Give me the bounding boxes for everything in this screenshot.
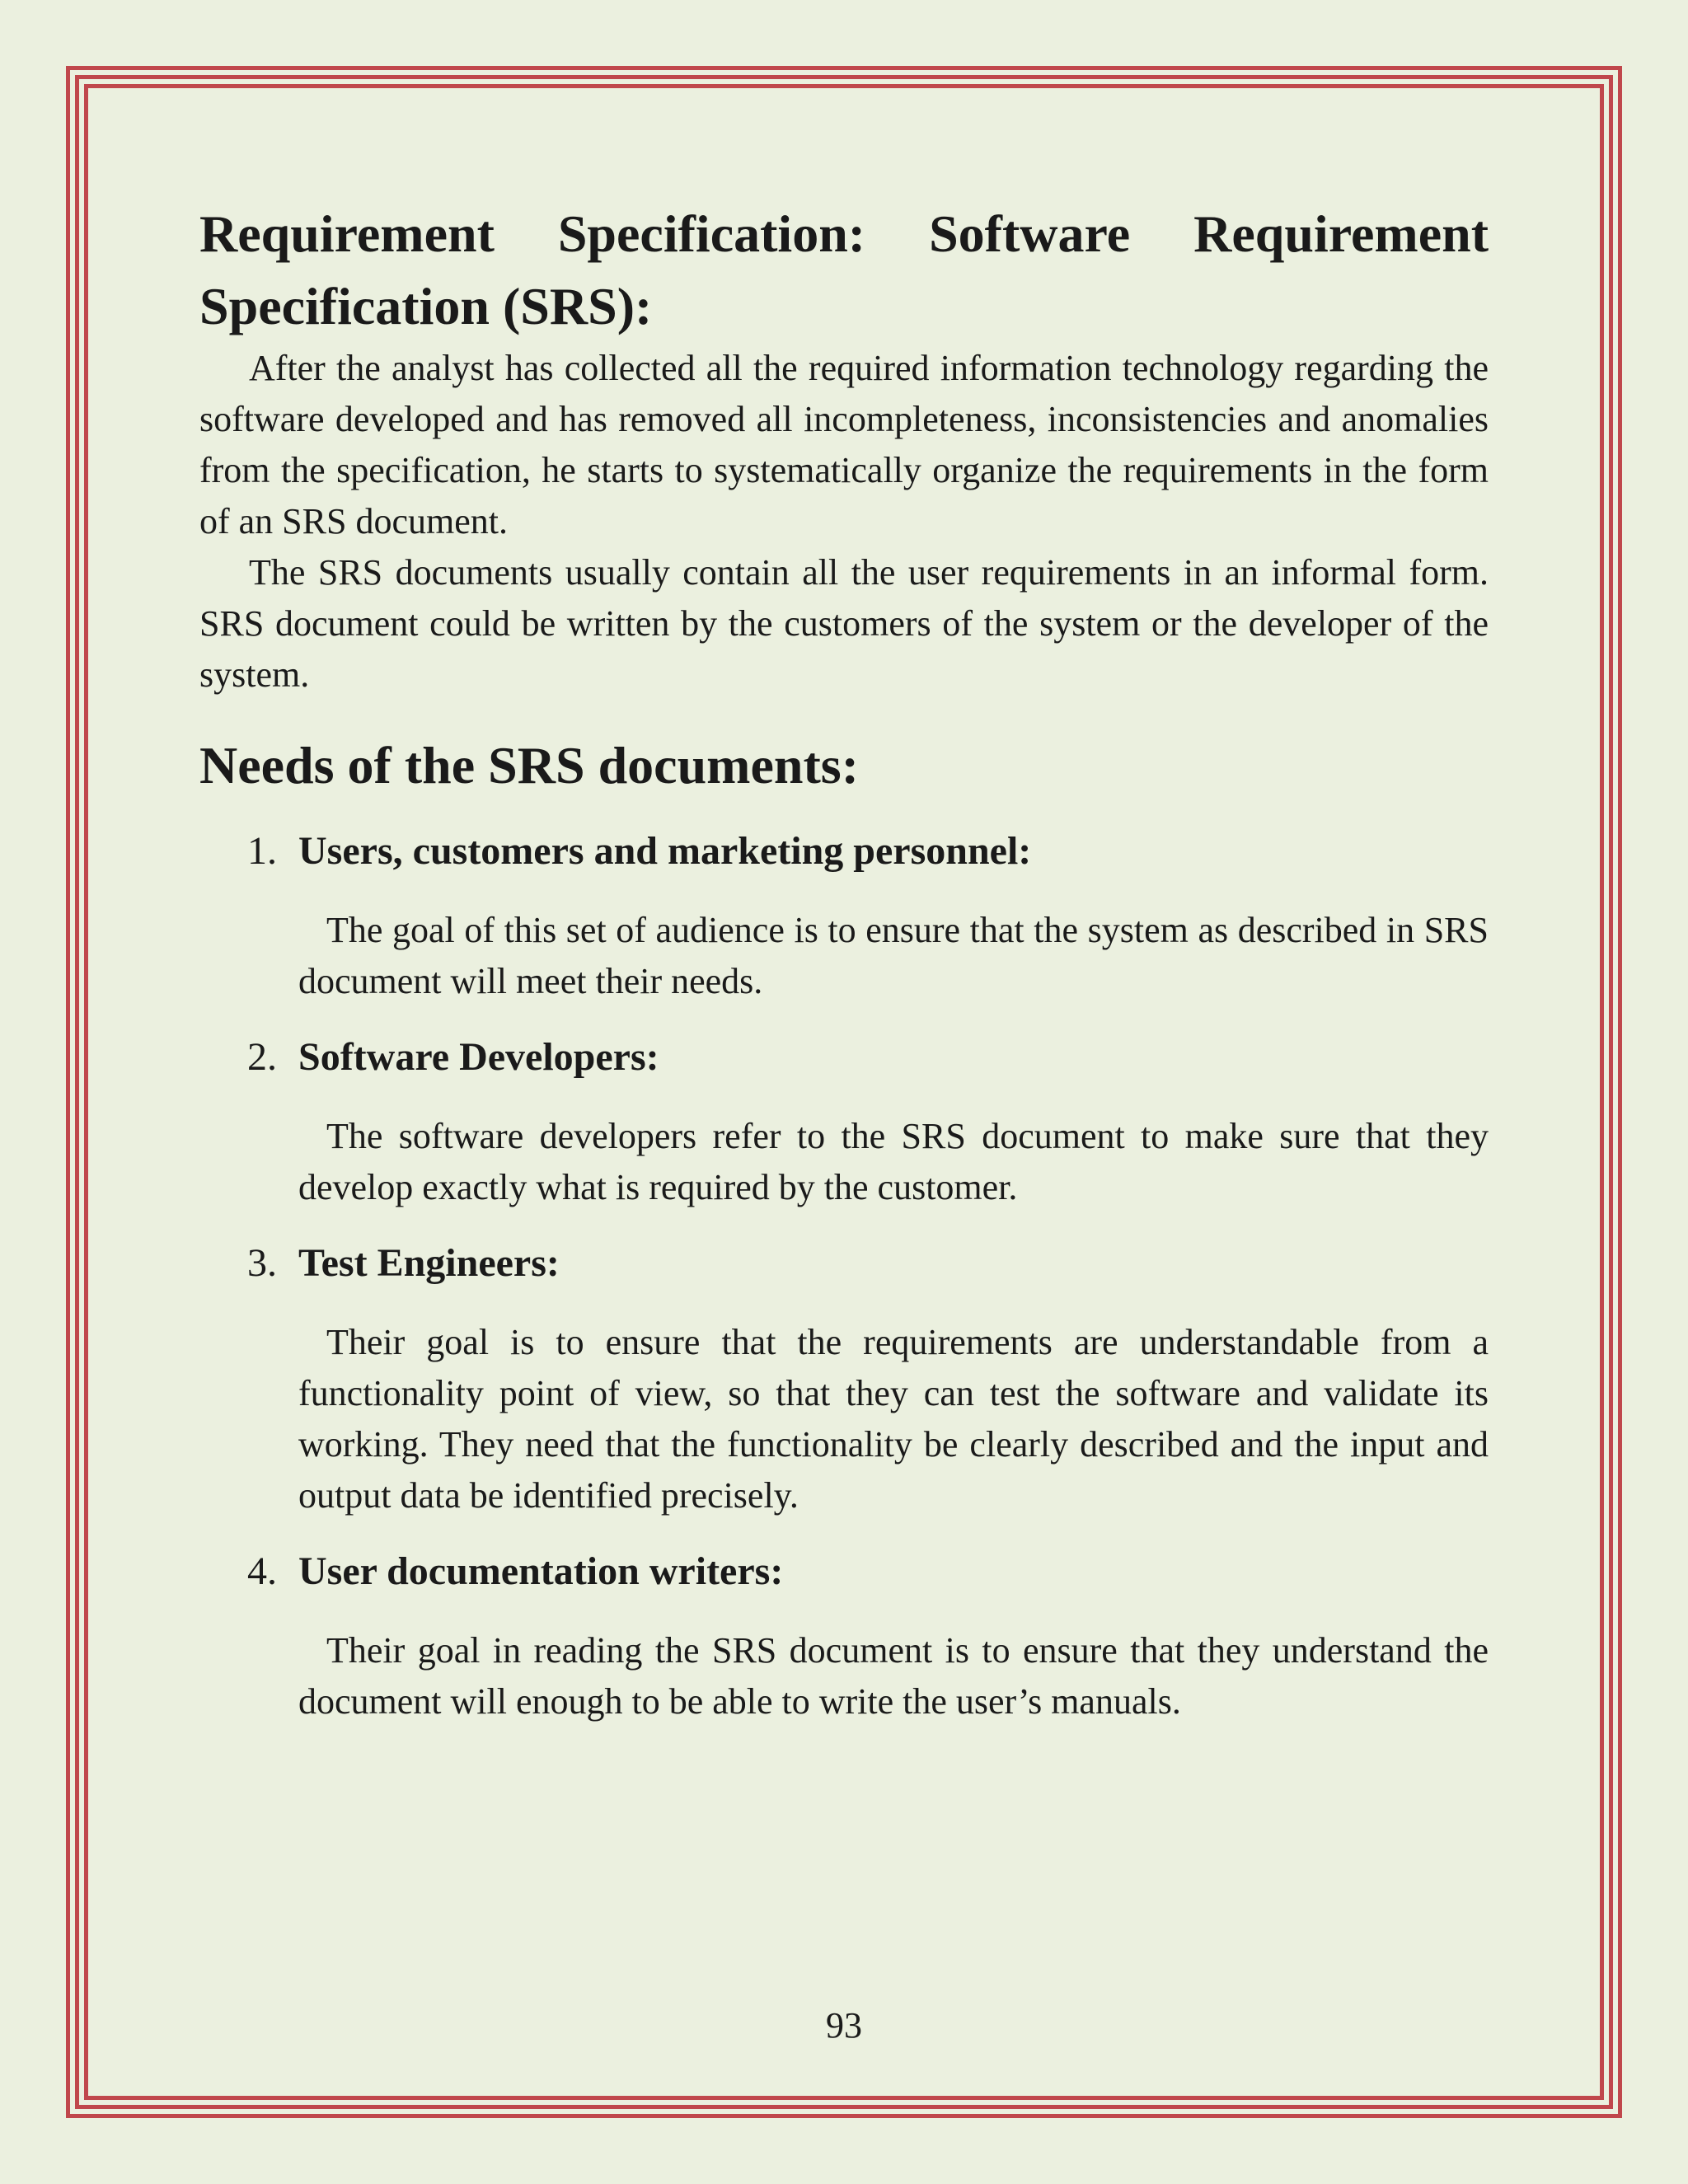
list-item-heading (199, 1236, 1489, 1291)
list-item-number: 1. (247, 829, 277, 873)
list-item-title: Test Engineers: (298, 1241, 560, 1285)
list-item-title: User documentation writers: (298, 1549, 784, 1593)
srs-description-paragraph: The SRS documents usually contain all the user requirements in an informal form. SRS document could be written by the customers of the system or the developer of the system. (199, 552, 1489, 695)
page-title (199, 198, 1489, 343)
list-item-text: Their goal in reading the SRS document is to ensure that they understand the document will enough to be able to write the user’s manuals. (298, 1630, 1489, 1722)
page-content (199, 198, 1489, 1727)
list-item (199, 1030, 1489, 1213)
list-item-text: Their goal is to ensure that the requirements are understandable from a functionality point of view, so that they can test the software and validate its working. They need that the functionality be clearly described and the input and output data be identified precisely. (298, 1322, 1489, 1516)
list-item-text: The software developers refer to the SRS document to make sure that they develop exactly what is required by the customer. (298, 1116, 1489, 1207)
section-heading: Needs of the SRS documents: (199, 736, 859, 794)
list-item-number: 2. (247, 1035, 277, 1079)
page-title-line-2: Specification (SRS): (199, 277, 653, 335)
list-item-text: The goal of this set of audience is to ensure that the system as described in SRS document will meet their needs. (298, 910, 1489, 1001)
list-item-heading (199, 1544, 1489, 1599)
page-number: 93 (826, 2005, 862, 2046)
list-item-title: Software Developers: (298, 1035, 659, 1079)
list-item-number: 3. (247, 1241, 277, 1285)
list-item-number: 4. (247, 1549, 277, 1593)
list-item-heading (199, 824, 1489, 879)
list-item-title: Users, customers and marketing personnel: (298, 829, 1032, 873)
page-title-line-1: Requirement Specification: Software Requirement (199, 204, 1489, 263)
list-item-heading (199, 1030, 1489, 1085)
list-item (199, 1544, 1489, 1727)
list-item (199, 824, 1489, 1007)
intro-paragraph: After the analyst has collected all the required information technology regarding the software developed and has removed all incompleteness, inconsistencies and anomalies from the specification, he starts to systematically organize the requirements in the form of an SRS document. (199, 348, 1489, 541)
list-item (199, 1236, 1489, 1521)
